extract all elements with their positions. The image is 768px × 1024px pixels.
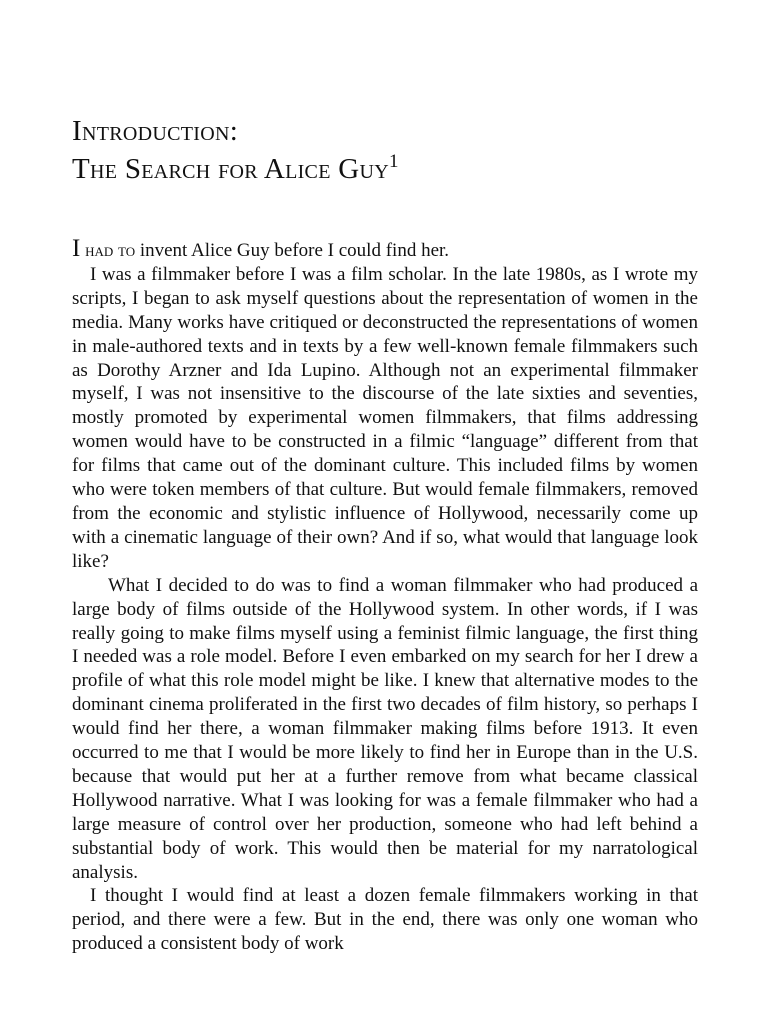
lead-capital: I — [72, 235, 81, 262]
paragraph-3: What I decided to do was to find a woman filmmaker who had produced a large body of films outside of the Hollywood system. In other words, if I was really going to make films myself using a feminist filmic language, the first thing I needed was a role model. Before I even embarked on my search for her I drew a profile of what this role model might be like. I knew that alternative modes to the dominant cinema proliferated in the first two decades of film history, so perhaps I would find her there, a woman filmmaker making films before 1913. It even occurred to me that I would be more likely to find her in Europe than in the U.S. because that would put her at a further remove from what became classical Hollywood narrative. What I was looking for was a female filmmaker who had a large measure of control over her production, someone who had left behind a substantial body of work. This would then be material for my narratological analysis. — [72, 574, 698, 883]
chapter-heading-line-1: Introduction: — [72, 115, 239, 147]
paragraph-2: I was a filmmaker before I was a film scholar. In the late 1980s, as I wrote my scripts, I began to ask myself questions about the representation of women in the media. Many works have critiqued or deconstructed the representations of women in male-authored texts and in texts by a few well-known female filmmakers such as Dorothy Arzner and Ida Lupino. Although not an experimental filmmaker myself, I was not insensitive to the discourse of the late sixties and seventies, mostly promoted by experimental women filmmakers, that films addressing women would have to be constructed in a filmic “language” different from that for films that came out of the dominant culture. This included films by women who were token members of that culture. But would female filmmakers, removed from the economic and stylistic influence of Hollywood, necessarily come up with a cinematic language of their own? And if so, what would that language look like? — [72, 263, 698, 572]
book-page — [72, 112, 698, 956]
paragraph-1-text: invent Alice Guy before I could find her. — [135, 240, 450, 261]
paragraph-4: I thought I would find at least a dozen female filmmakers working in that period, and there were a few. But in the end, there was only one woman who produced a consistent body of work — [72, 885, 698, 955]
lead-small-caps: had to — [80, 240, 136, 261]
chapter-body — [72, 237, 698, 956]
footnote-marker: 1 — [389, 151, 399, 172]
chapter-heading-line-2: The Search for Alice Guy — [72, 153, 389, 185]
paragraph-1 — [72, 237, 698, 263]
chapter-heading — [72, 112, 698, 188]
